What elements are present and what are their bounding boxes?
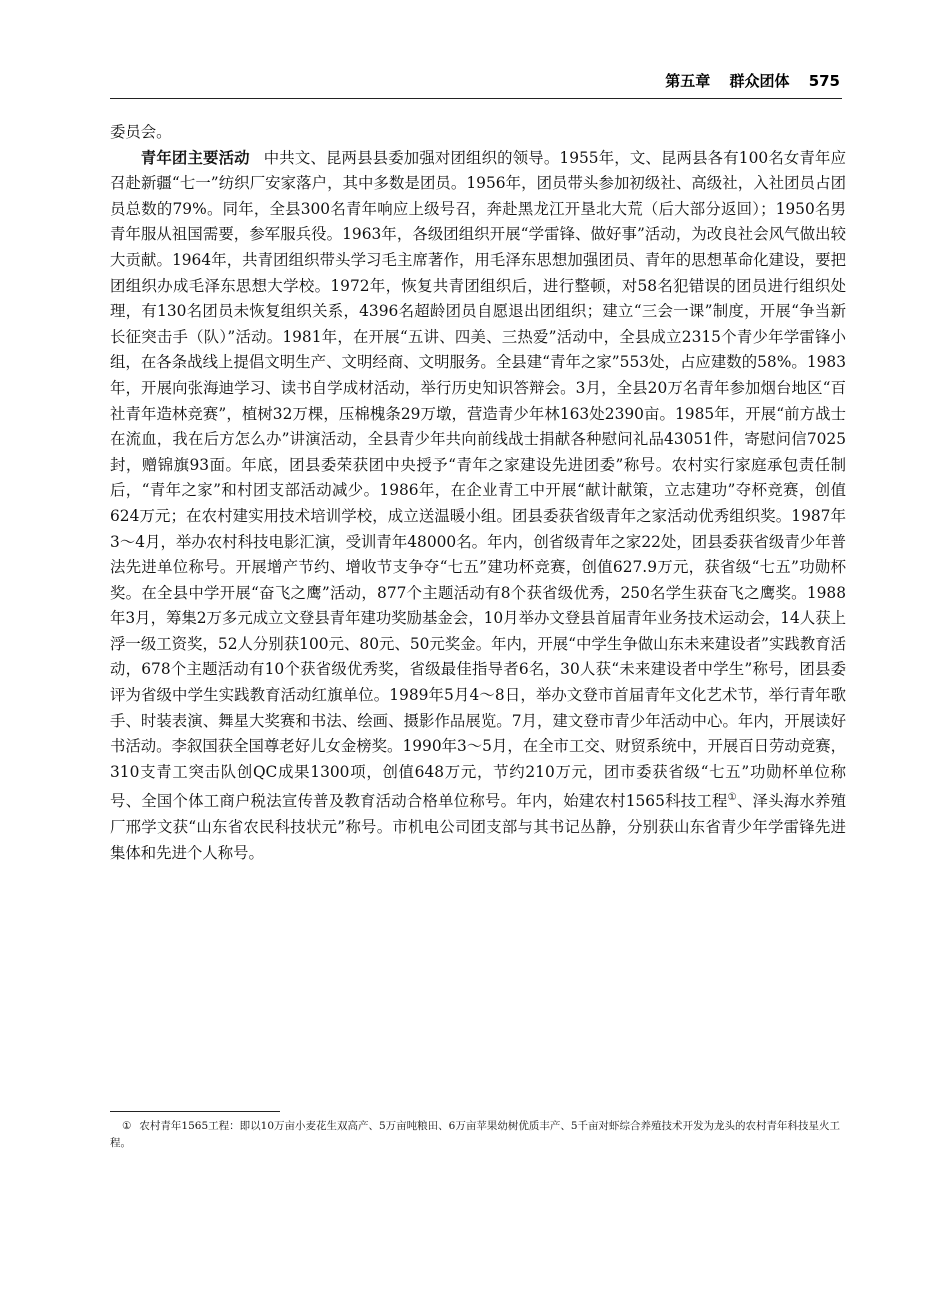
chapter-label: 第五章 <box>665 72 711 90</box>
paragraph-text-part-1: 中共文、昆两县县委加强对团组织的领导。1955年，文、昆两县各有100名女青年应召赴新疆“七一”纺织厂安家落户，其中多数是团员。1956年，团员带头参加初级社、高级社，入社团员占团员总数的79%。同年，全县300名青年响应上级号召，奔赴黑龙江开垦北大荒（后大部分返回）；1950名男青年服从祖国需要，参军服兵役。1963年，各级团组织开展“学雷锋、做好事”活动，为改良社会风气做出较大贡献。1964年，共青团组织带头学习毛主席著作，用毛泽东思想加强团员、青年的思想革命化建设，要把团组织办成毛泽东思想大学校。1972年，恢复共青团组织后，进行整顿，对58名犯错误的团员进行组织处理，有130名团员未恢复组织关系，4396名超龄团员自愿退出团组织；建立“三会一课”制度，开展“争当新长征突击手（队）”活动。1981年，在开展“五讲、四美、三热爱”活动中，全县成立2315个青少年学雷锋小组，在各条战线上提倡文明生产、文明经商、文明服务。全县建“青年之家”553处，占应建数的58%。1983年，开展向张海迪学习、读书自学成材活动，举行历史知识答辩会。3月，全县20万名青年参加烟台地区“百社青年造林竞赛”，植树32万棵，压棉槐条29万墩，营造青少年林163处2390亩。1985年，开展“前方战士在流血，我在后方怎么办”讲演活动，全县青少年共向前线战士捐献各种慰问礼品43051件，寄慰问信7025封，赠锦旗93面。年底，团县委荣获团中央授予“青年之家建设先进团委”称号。农村实行家庭承包责任制后，“青年之家”和村团支部活动减少。1986年，在企业青工中开展“献计献策，立志建功”夺杯竞赛，创值624万元；在农村建实用技术培训学校，成立送温暖小组。团县委获省级青年之家活动优秀组织奖。1987年3～4月，举办农村科技电影汇演，受训青年48000名。年内，创省级青年之家22处，团县委获省级青少年普法先进单位称号。开展增产节约、增收节支争夺“七五”建功杯竞赛，创值627.9万元，获省级“七五”功勋杯奖。在全县中学开展“奋飞之鹰”活动，877个主题活动有8个获省级优秀，250名学生获奋飞之鹰奖。1988年3月，筹集2万多元成立文登县青年建功奖励基金会，10月举办文登县首届青年业务技术运动会，14人获上浮一级工资奖，52人分别获100元、80元、50元奖金。年内，开展“中学生争做山东未来建设者”实践教育活动，678个主题活动有10个获省级优秀奖，省级最佳指导者6名，30人获“未来建设者中学生”称号，团县委评为省级中学生实践教育活动红旗单位。1989年5月4～8日，举办文登市首届青年文化艺术节，举行青年歌手、时装表演、舞星大奖赛和书法、绘画、摄影作品展览。7月，建文登市青少年活动中心。年内，开展读好书活动。李叙国获全国尊老好儿女金榜奖。1990年3～5月，在全市工交、财贸系统中，开展百日劳动竞赛，310支青工突击队创QC成果1300项，创值648万元，节约210万元，团市委获省级“七五”功勋杯单位称号、全国个体工商户税法宣传普及教育活动合格单位称号。年内，始建农村1565科技工程 <box>110 148 846 811</box>
paragraph-text-part-2: 、泽头海水养殖厂邢学文获“山东省农民科技状元”称号。市机电公司团支部与其书记丛静，分别获山东省青少年学雷锋先进集体和先进个人称号。 <box>110 792 846 862</box>
page-number: 575 <box>808 72 840 90</box>
footnote-text: 农村青年1565工程：即以10万亩小麦花生双高产、5万亩吨粮田、6万亩苹果幼树优质丰产、5千亩对虾综合养殖技术开发为龙头的农村青年科技星火工程。 <box>110 1120 841 1149</box>
header-rule <box>110 98 842 99</box>
page-header <box>110 70 840 91</box>
footnote-marker: ① <box>122 1120 132 1132</box>
footnote-rule <box>110 1111 280 1112</box>
footnote-reference[interactable]: ① <box>727 792 737 804</box>
paragraph-heading: 青年团主要活动 <box>140 148 250 167</box>
footnote <box>110 1118 846 1152</box>
continued-line: 委员会。 <box>110 123 172 141</box>
paragraph-youth-league-activities <box>110 146 846 867</box>
section-title: 群众团体 <box>729 72 790 90</box>
main-text <box>110 120 846 866</box>
